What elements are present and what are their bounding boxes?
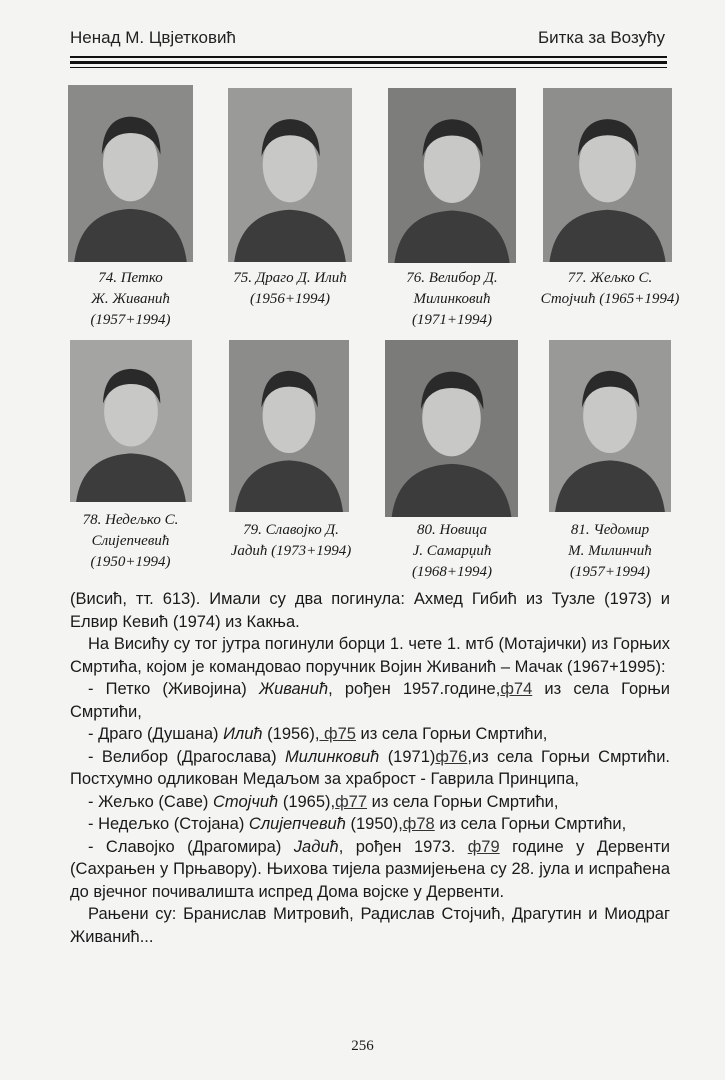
photo-caption-77: 77. Жељко С. Стојчић (1965+1994) bbox=[540, 270, 680, 307]
portrait-photo-76 bbox=[388, 88, 516, 263]
page-header bbox=[70, 22, 665, 52]
paragraph: (Висић, тт. 613). Имали су два погинула: Ахмед Гибић из Тузле (1973) и Елвир Кевић (1974) из Какња. bbox=[70, 590, 670, 631]
portrait-photo-79 bbox=[229, 340, 349, 512]
photo-caption-80: 80. Новица Ј. Самарџић (1968+1994) bbox=[411, 522, 493, 580]
photo-caption-75: 75. Драго Д. Илић (1956+1994) bbox=[233, 270, 347, 307]
photo-reference-link[interactable]: ф74 bbox=[500, 680, 533, 698]
header-rule bbox=[70, 67, 667, 68]
photo-reference-link[interactable]: ф77 bbox=[335, 792, 368, 811]
casualty-item: - Недељко (Стојана) Слијепчевић (1950),ф78 из села Горњи Смртићи, bbox=[88, 815, 627, 833]
portrait-photo-74 bbox=[68, 85, 193, 262]
portrait-photo-80 bbox=[385, 340, 518, 517]
casualty-item: - Жељко (Саве) Стојчић (1965),ф77 из села Горњи Смртићи, bbox=[88, 792, 559, 811]
casualty-item: - Драго (Душана) Илић (1956), ф75 из села Горњи Смртићи, bbox=[88, 725, 548, 743]
portrait-photo-75 bbox=[228, 88, 352, 262]
photo-caption-79: 79. Славојко Д. Јадић (1973+1994) bbox=[230, 522, 352, 559]
header-author: Ненад М. Цвјетковић bbox=[70, 28, 236, 47]
header-rule bbox=[70, 61, 667, 64]
page-number: 256 bbox=[351, 1038, 374, 1054]
photo-caption-76: 76. Велибор Д. Милинковић (1971+1994) bbox=[406, 270, 498, 328]
casualty-item: - Петко (Живојина) Живанић, рођен 1957.године,ф74 из села Горњи Смртићи, bbox=[70, 680, 670, 721]
photo-caption-81: 81. Чедомир М. Милинчић (1957+1994) bbox=[568, 522, 652, 580]
paragraph: На Висићу су тог јутра погинули борци 1. чете 1. мтб (Мотајички) из Горњих Смртића, којом је командовао поручник Војин Живанић – Мачак (1967+1995): bbox=[70, 635, 670, 676]
portrait-photo-78 bbox=[70, 340, 192, 502]
photo-reference-link[interactable]: ф78 bbox=[402, 815, 435, 833]
photo-reference-link[interactable]: ф76 bbox=[435, 747, 468, 766]
photo-reference-link[interactable]: ф79 bbox=[467, 837, 500, 856]
photo-caption-78: 78. Недељко С. Слијепчевић (1950+1994) bbox=[82, 512, 179, 570]
photo-caption-74: 74. Петко Ж. Живанић (1957+1994) bbox=[90, 270, 171, 328]
paragraph: Рањени су: Бранислав Митровић, Радислав Стојчић, Драгутин и Миодраг Живанић... bbox=[70, 905, 670, 946]
portrait-photo-77 bbox=[543, 88, 672, 262]
header-book-title: Битка за Возућу bbox=[537, 28, 665, 47]
portrait-photo-81 bbox=[549, 340, 671, 512]
casualty-item: - Велибор (Драгослава) Милинковић (1971)ф76,из села Горњи Смртићи. Постхумно одликован Медаљом за храброст - Гаврила Принципа, bbox=[70, 747, 670, 788]
body-text bbox=[70, 588, 670, 948]
header-rule bbox=[70, 56, 667, 58]
photo-reference-link[interactable]: ф75 bbox=[319, 725, 356, 743]
casualty-item: - Славојко (Драгомира) Јадић, рођен 1973. ф79 године у Дервенти (Сахрањен у Прњавору). Њихова тијела размијењена су 28. јула и испраћена до вјечног почивалишта испред Дома војске у Дервенти. bbox=[70, 837, 670, 901]
